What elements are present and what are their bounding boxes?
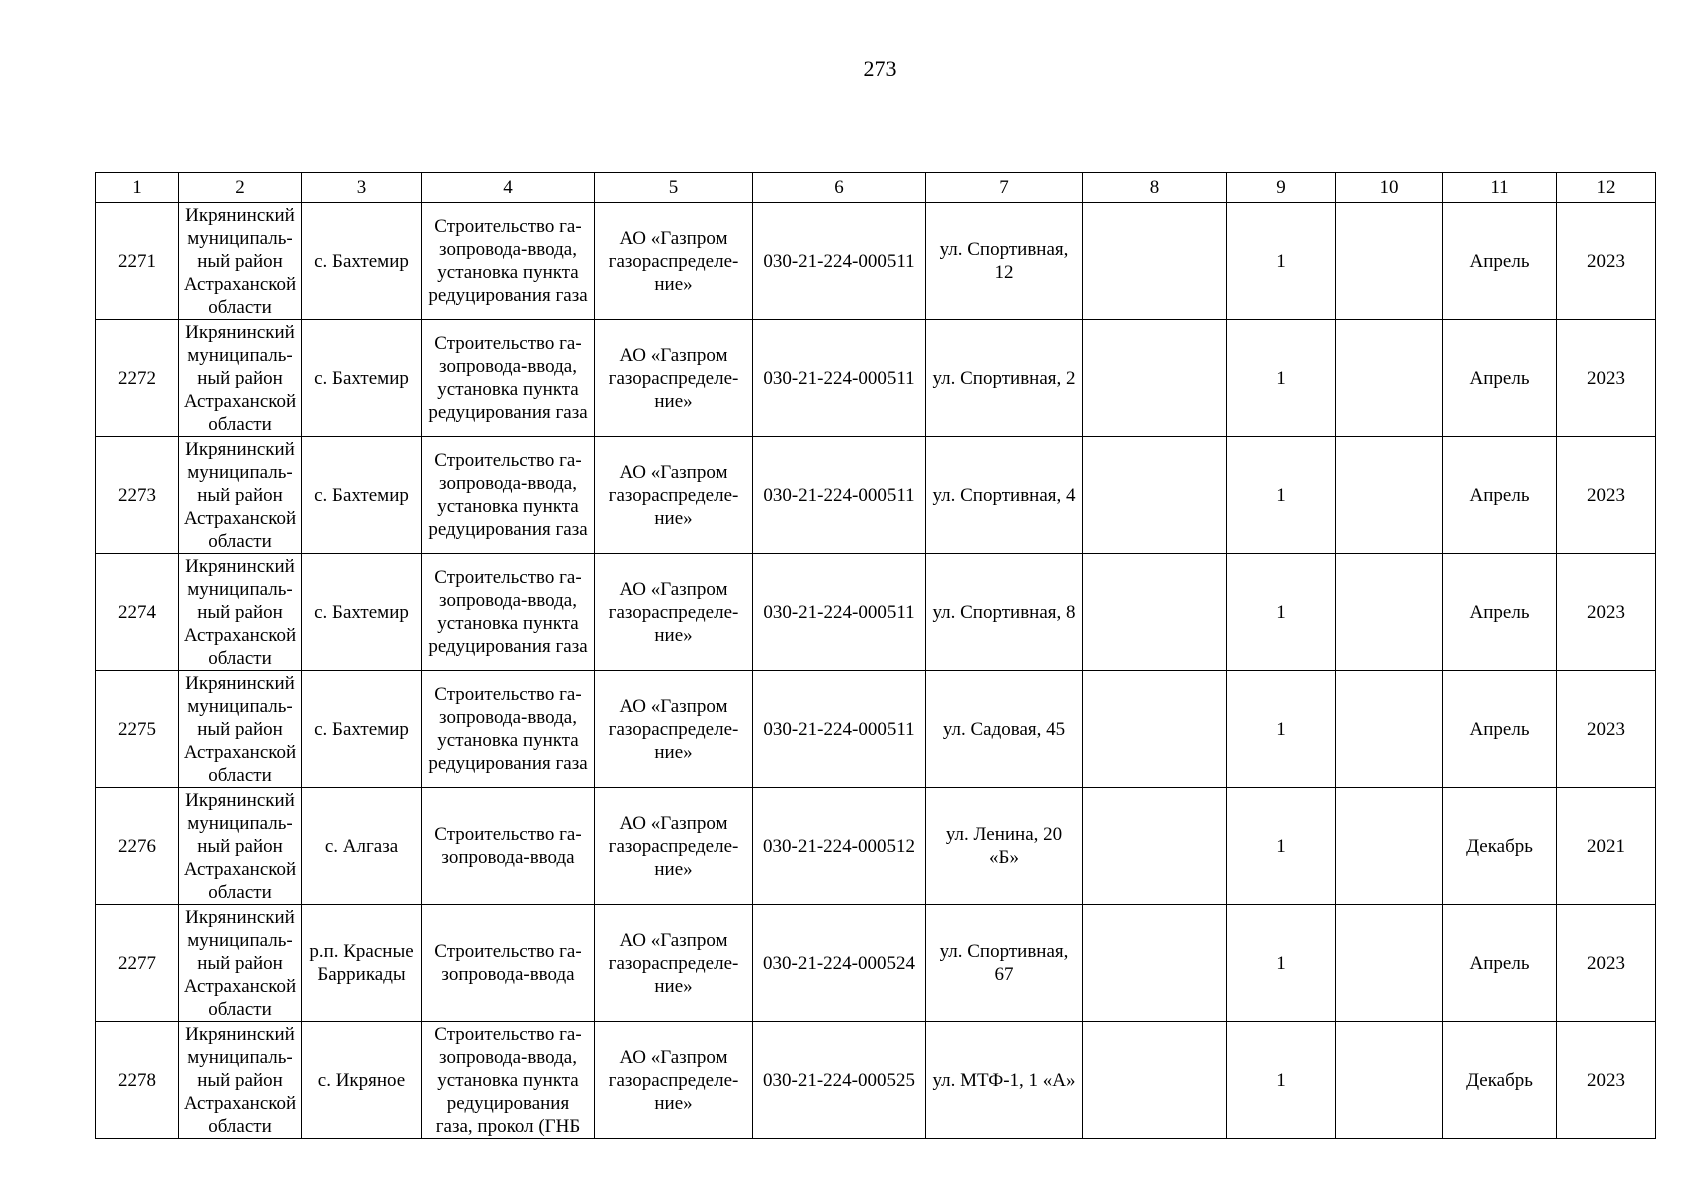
column-9-cell: 1 — [1227, 1022, 1336, 1139]
district-cell: Икрянинский муниципаль- ный район Астраханской области — [179, 905, 302, 1022]
column-10-cell — [1336, 671, 1443, 788]
year-cell: 2023 — [1557, 1022, 1656, 1139]
table-row — [96, 905, 1656, 1022]
column-9-cell: 1 — [1227, 554, 1336, 671]
address-cell: ул. Ленина, 20 «Б» — [926, 788, 1083, 905]
column-header-12: 12 — [1557, 173, 1656, 203]
settlement-cell: с. Бахтемир — [302, 671, 422, 788]
month-cell: Декабрь — [1443, 1022, 1557, 1139]
column-10-cell — [1336, 203, 1443, 320]
column-10-cell — [1336, 320, 1443, 437]
organization-cell: АО «Газпром газораспределе- ние» — [595, 320, 753, 437]
month-cell: Апрель — [1443, 905, 1557, 1022]
code-cell: 030-21-224-000511 — [753, 320, 926, 437]
column-header-9: 9 — [1227, 173, 1336, 203]
address-cell: ул. Спортивная, 12 — [926, 203, 1083, 320]
table-row — [96, 203, 1656, 320]
code-cell: 030-21-224-000511 — [753, 437, 926, 554]
district-cell: Икрянинский муниципаль- ный район Астраханской области — [179, 437, 302, 554]
address-cell: ул. Садовая, 45 — [926, 671, 1083, 788]
column-header-7: 7 — [926, 173, 1083, 203]
work-description-cell: Строительство га- зопровода-ввода, установка пункта редуцирования газа — [422, 554, 595, 671]
district-cell: Икрянинский муниципаль- ный район Астраханской области — [179, 320, 302, 437]
registry-table — [95, 172, 1656, 1139]
address-cell: ул. Спортивная, 4 — [926, 437, 1083, 554]
code-cell: 030-21-224-000524 — [753, 905, 926, 1022]
month-cell: Декабрь — [1443, 788, 1557, 905]
work-description-cell: Строительство га- зопровода-ввода, установка пункта редуцирования газа — [422, 671, 595, 788]
district-cell: Икрянинский муниципаль- ный район Астраханской области — [179, 203, 302, 320]
column-10-cell — [1336, 1022, 1443, 1139]
column-10-cell — [1336, 437, 1443, 554]
column-9-cell: 1 — [1227, 203, 1336, 320]
organization-cell: АО «Газпром газораспределе- ние» — [595, 788, 753, 905]
address-cell: ул. Спортивная, 67 — [926, 905, 1083, 1022]
column-9-cell: 1 — [1227, 320, 1336, 437]
table-row — [96, 320, 1656, 437]
header-row — [96, 173, 1656, 203]
organization-cell: АО «Газпром газораспределе- ние» — [595, 905, 753, 1022]
year-cell: 2023 — [1557, 437, 1656, 554]
work-description-cell: Строительство га- зопровода-ввода, установка пункта редуцирования газа — [422, 320, 595, 437]
column-9-cell: 1 — [1227, 905, 1336, 1022]
column-header-10: 10 — [1336, 173, 1443, 203]
column-header-1: 1 — [96, 173, 179, 203]
column-8-cell — [1083, 320, 1227, 437]
work-description-cell: Строительство га- зопровода-ввода, установка пункта редуцирования газа, прокол (ГНБ — [422, 1022, 595, 1139]
district-cell: Икрянинский муниципаль- ный район Астраханской области — [179, 671, 302, 788]
table-body — [96, 203, 1656, 1139]
code-cell: 030-21-224-000511 — [753, 203, 926, 320]
column-header-11: 11 — [1443, 173, 1557, 203]
year-cell: 2023 — [1557, 320, 1656, 437]
year-cell: 2021 — [1557, 788, 1656, 905]
organization-cell: АО «Газпром газораспределе- ние» — [595, 1022, 753, 1139]
row-number-cell: 2277 — [96, 905, 179, 1022]
column-9-cell: 1 — [1227, 788, 1336, 905]
column-10-cell — [1336, 554, 1443, 671]
work-description-cell: Строительство га- зопровода-ввода, установка пункта редуцирования газа — [422, 203, 595, 320]
column-10-cell — [1336, 788, 1443, 905]
organization-cell: АО «Газпром газораспределе- ние» — [595, 554, 753, 671]
district-cell: Икрянинский муниципаль- ный район Астраханской области — [179, 788, 302, 905]
column-8-cell — [1083, 788, 1227, 905]
year-cell: 2023 — [1557, 554, 1656, 671]
column-9-cell: 1 — [1227, 437, 1336, 554]
column-header-5: 5 — [595, 173, 753, 203]
table-row — [96, 437, 1656, 554]
code-cell: 030-21-224-000512 — [753, 788, 926, 905]
code-cell: 030-21-224-000511 — [753, 671, 926, 788]
year-cell: 2023 — [1557, 203, 1656, 320]
column-8-cell — [1083, 1022, 1227, 1139]
row-number-cell: 2278 — [96, 1022, 179, 1139]
code-cell: 030-21-224-000525 — [753, 1022, 926, 1139]
settlement-cell: с. Алгаза — [302, 788, 422, 905]
address-cell: ул. Спортивная, 8 — [926, 554, 1083, 671]
settlement-cell: с. Бахтемир — [302, 437, 422, 554]
column-8-cell — [1083, 554, 1227, 671]
column-8-cell — [1083, 437, 1227, 554]
month-cell: Апрель — [1443, 203, 1557, 320]
row-number-cell: 2275 — [96, 671, 179, 788]
column-8-cell — [1083, 203, 1227, 320]
column-header-2: 2 — [179, 173, 302, 203]
code-cell: 030-21-224-000511 — [753, 554, 926, 671]
settlement-cell: с. Икряное — [302, 1022, 422, 1139]
column-header-4: 4 — [422, 173, 595, 203]
settlement-cell: р.п. Красные Баррикады — [302, 905, 422, 1022]
work-description-cell: Строительство га- зопровода-ввода — [422, 905, 595, 1022]
settlement-cell: с. Бахтемир — [302, 554, 422, 671]
month-cell: Апрель — [1443, 671, 1557, 788]
district-cell: Икрянинский муниципаль- ный район Астраханской области — [179, 554, 302, 671]
column-header-8: 8 — [1083, 173, 1227, 203]
row-number-cell: 2271 — [96, 203, 179, 320]
page-number: 273 — [863, 56, 897, 81]
column-header-3: 3 — [302, 173, 422, 203]
settlement-cell: с. Бахтемир — [302, 203, 422, 320]
table-row — [96, 554, 1656, 671]
row-number-cell: 2272 — [96, 320, 179, 437]
organization-cell: АО «Газпром газораспределе- ние» — [595, 671, 753, 788]
column-9-cell: 1 — [1227, 671, 1336, 788]
row-number-cell: 2276 — [96, 788, 179, 905]
row-number-cell: 2273 — [96, 437, 179, 554]
work-description-cell: Строительство га- зопровода-ввода, установка пункта редуцирования газа — [422, 437, 595, 554]
address-cell: ул. Спортивная, 2 — [926, 320, 1083, 437]
table-row — [96, 1022, 1656, 1139]
row-number-cell: 2274 — [96, 554, 179, 671]
column-8-cell — [1083, 671, 1227, 788]
organization-cell: АО «Газпром газораспределе- ние» — [595, 203, 753, 320]
address-cell: ул. МТФ-1, 1 «А» — [926, 1022, 1083, 1139]
column-10-cell — [1336, 905, 1443, 1022]
column-header-6: 6 — [753, 173, 926, 203]
month-cell: Апрель — [1443, 320, 1557, 437]
year-cell: 2023 — [1557, 671, 1656, 788]
month-cell: Апрель — [1443, 554, 1557, 671]
year-cell: 2023 — [1557, 905, 1656, 1022]
column-8-cell — [1083, 905, 1227, 1022]
settlement-cell: с. Бахтемир — [302, 320, 422, 437]
table-row — [96, 671, 1656, 788]
district-cell: Икрянинский муниципаль- ный район Астраханской области — [179, 1022, 302, 1139]
table-row — [96, 788, 1656, 905]
organization-cell: АО «Газпром газораспределе- ние» — [595, 437, 753, 554]
month-cell: Апрель — [1443, 437, 1557, 554]
work-description-cell: Строительство га- зопровода-ввода — [422, 788, 595, 905]
